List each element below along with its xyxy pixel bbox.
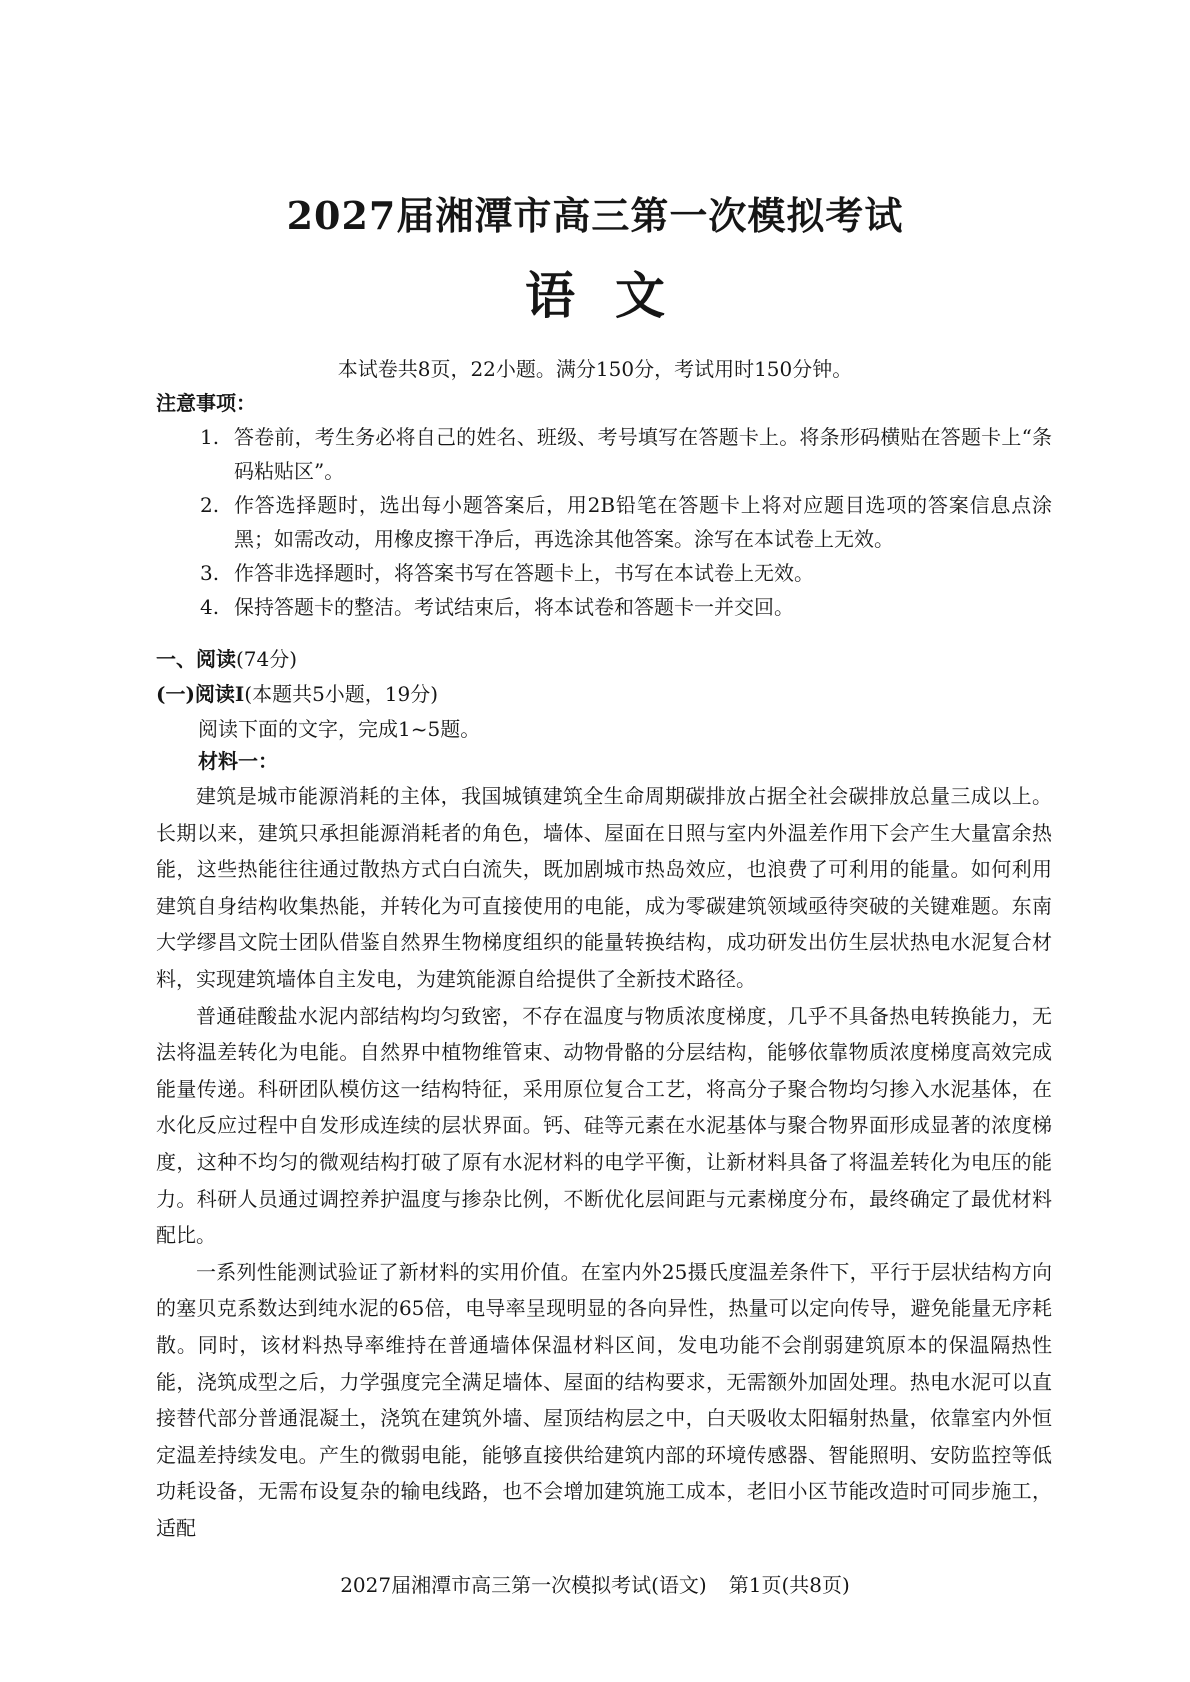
reading-instruction: 阅读下面的文字，完成1~5题。: [198, 717, 481, 741]
notice-item-number: 4.: [200, 595, 220, 619]
notice-item-number: 3.: [200, 561, 220, 585]
subsection-heading-detail: (本题共5小题，19分): [244, 682, 439, 706]
material-label: 材料一：: [198, 749, 278, 773]
material-body: [156, 778, 1052, 1546]
subject-title: 语文: [525, 266, 705, 325]
notice-item: [200, 420, 1052, 488]
section-heading-title: 一、阅读: [156, 647, 236, 671]
notice-item: [200, 590, 1052, 624]
material-paragraph: 建筑是城市能源消耗的主体，我国城镇建筑全生命周期碳排放占据全社会碳排放总量三成以上。长期以来，建筑只承担能源消耗者的角色，墙体、屋面在日照与室内外温差作用下会产生大量富余热能，这些热能往往通过散热方式白白流失，既加剧城市热岛效应，也浪费了可利用的能量。如何利用建筑自身结构收集热能，并转化为可直接使用的电能，成为零碳建筑领域亟待突破的关键难题。东南大学缪昌文院士团队借鉴自然界生物梯度组织的能量转换结构，成功研发出仿生层状热电水泥复合材料，实现建筑墙体自主发电，为建筑能源自给提供了全新技术路径。: [156, 784, 1052, 991]
notice-item: [200, 488, 1052, 556]
footer-title: 2027届湘潭市高三第一次模拟考试(语文): [340, 1573, 707, 1597]
notice-item-text: 保持答题卡的整洁。考试结束后，将本试卷和答题卡一并交回。: [234, 595, 794, 619]
exam-info: 本试卷共8页，22小题。满分150分，考试用时150分钟。: [337, 357, 853, 381]
notice-list: [200, 420, 1052, 624]
footer-page-number: 第1页(共8页): [728, 1573, 850, 1597]
notice-item-text: 答卷前，考生务必将自己的姓名、班级、考号填写在答题卡上。将条形码横贴在答题卡上“条码粘贴区”。: [234, 425, 1052, 483]
subsection-heading-title: (一)阅读Ⅰ: [156, 682, 245, 706]
notice-item: [200, 556, 1052, 590]
section-heading: [156, 644, 297, 674]
exam-title: 2027届湘潭市高三第一次模拟考试: [286, 193, 904, 238]
section-heading-score: (74分): [236, 647, 298, 671]
subsection-heading: [156, 679, 438, 709]
notice-heading: 注意事项：: [156, 391, 256, 415]
notice-item-number: 2.: [200, 493, 220, 517]
notice-item-number: 1.: [200, 425, 220, 449]
notice-item-text: 作答非选择题时，将答案书写在答题卡上，书写在本试卷上无效。: [234, 561, 814, 585]
material-paragraph: 一系列性能测试验证了新材料的实用价值。在室内外25摄氏度温差条件下，平行于层状结构方向的塞贝克系数达到纯水泥的65倍，电导率呈现明显的各向异性，热量可以定向传导，避免能量无序耗散。同时，该材料热导率维持在普通墙体保温材料区间，发电功能不会削弱建筑原本的保温隔热性能，浇筑成型之后，力学强度完全满足墙体、屋面的结构要求，无需额外加固处理。热电水泥可以直接替代部分普通混凝土，浇筑在建筑外墙、屋顶结构层之中，白天吸收太阳辐射热量，依靠室内外恒定温差持续发电。产生的微弱电能，能够直接供给建筑内部的环境传感器、智能照明、安防监控等低功耗设备，无需布设复杂的输电线路，也不会增加建筑施工成本，老旧小区节能改造时可同步施工，适配: [156, 1259, 1052, 1540]
material-paragraph: 普通硅酸盐水泥内部结构均匀致密，不存在温度与物质浓度梯度，几乎不具备热电转换能力，无法将温差转化为电能。自然界中植物维管束、动物骨骼的分层结构，能够依靠物质浓度梯度高效完成能量传递。科研团队模仿这一结构特征，采用原位复合工艺，将高分子聚合物均匀掺入水泥基体，在水化反应过程中自发形成连续的层状界面。钙、硅等元素在水泥基体与聚合物界面形成显著的浓度梯度，这种不均匀的微观结构打破了原有水泥材料的电学平衡，让新材料具备了将温差转化为电压的能力。科研人员通过调控养护温度与掺杂比例，不断优化层间距与元素梯度分布，最终确定了最优材料配比。: [156, 1003, 1052, 1248]
notice-item-text: 作答选择题时，选出每小题答案后，用2B铅笔在答题卡上将对应题目选项的答案信息点涂黑；如需改动，用橡皮擦干净后，再选涂其他答案。涂写在本试卷上无效。: [234, 493, 1052, 551]
page-footer: [0, 1570, 1190, 1600]
